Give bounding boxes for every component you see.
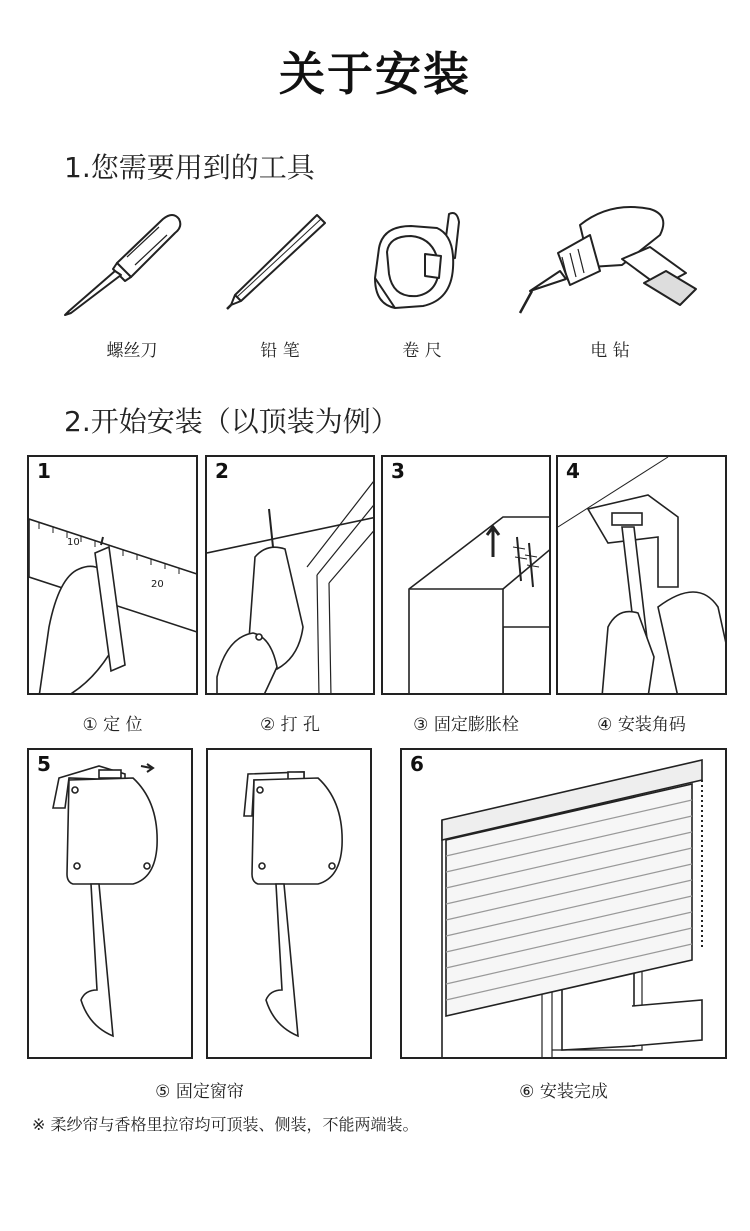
tape-measure-icon [365,208,475,323]
finished-blind-illustration [402,750,727,1059]
step-caption-5: ⑤ 固定窗帘 [155,1082,244,1102]
step-number: 6 [410,752,424,776]
step-caption-3: ③ 固定膨胀栓 [413,715,519,735]
step-panel-6 [400,748,727,1059]
tool-label-screwdriver: 螺丝刀 [106,341,158,361]
step-caption-4: ④ 安装角码 [597,715,686,735]
locate-illustration [29,457,198,695]
installation-note: ※ 柔纱帘与香格里拉帘均可顶装、侧装，不能两端装。 [32,1115,419,1134]
drill-hole-illustration [207,457,375,695]
step-number: 1 [37,459,51,483]
step-panel-1 [27,455,198,695]
mounted-head-rail-illustration [208,750,372,1059]
ruler-label-10: 10 [67,537,80,548]
section-tools-heading: 1.您需要用到的工具 [64,151,315,184]
step-panel-5a [27,748,193,1059]
tool-label-tape-measure: 卷 尺 [402,341,442,361]
section-install-heading: 2.开始安装（以顶装为例） [64,405,399,438]
anchor-bolt-illustration [383,457,551,695]
tool-label-pencil: 铅 笔 [260,341,300,361]
step-panel-4 [556,455,727,695]
electric-drill-icon [510,195,700,330]
step-caption-6: ⑥ 安装完成 [519,1082,608,1102]
bracket-install-illustration [558,457,727,695]
mount-head-rail-illustration [29,750,193,1059]
tool-label-electric-drill: 电 钻 [590,341,630,361]
step-number: 5 [37,752,51,776]
step-caption-1: ① 定 位 [82,715,143,735]
screwdriver-icon [55,205,185,325]
ruler-label-20: 20 [151,579,164,590]
step-panel-3 [381,455,551,695]
step-number: 3 [391,459,405,483]
page-title: 关于安装 [279,47,471,101]
pencil-icon [215,205,335,325]
step-panel-5b [206,748,372,1059]
step-panel-2 [205,455,375,695]
step-number: 2 [215,459,229,483]
step-number: 4 [566,459,580,483]
step-caption-2: ② 打 孔 [259,715,321,735]
